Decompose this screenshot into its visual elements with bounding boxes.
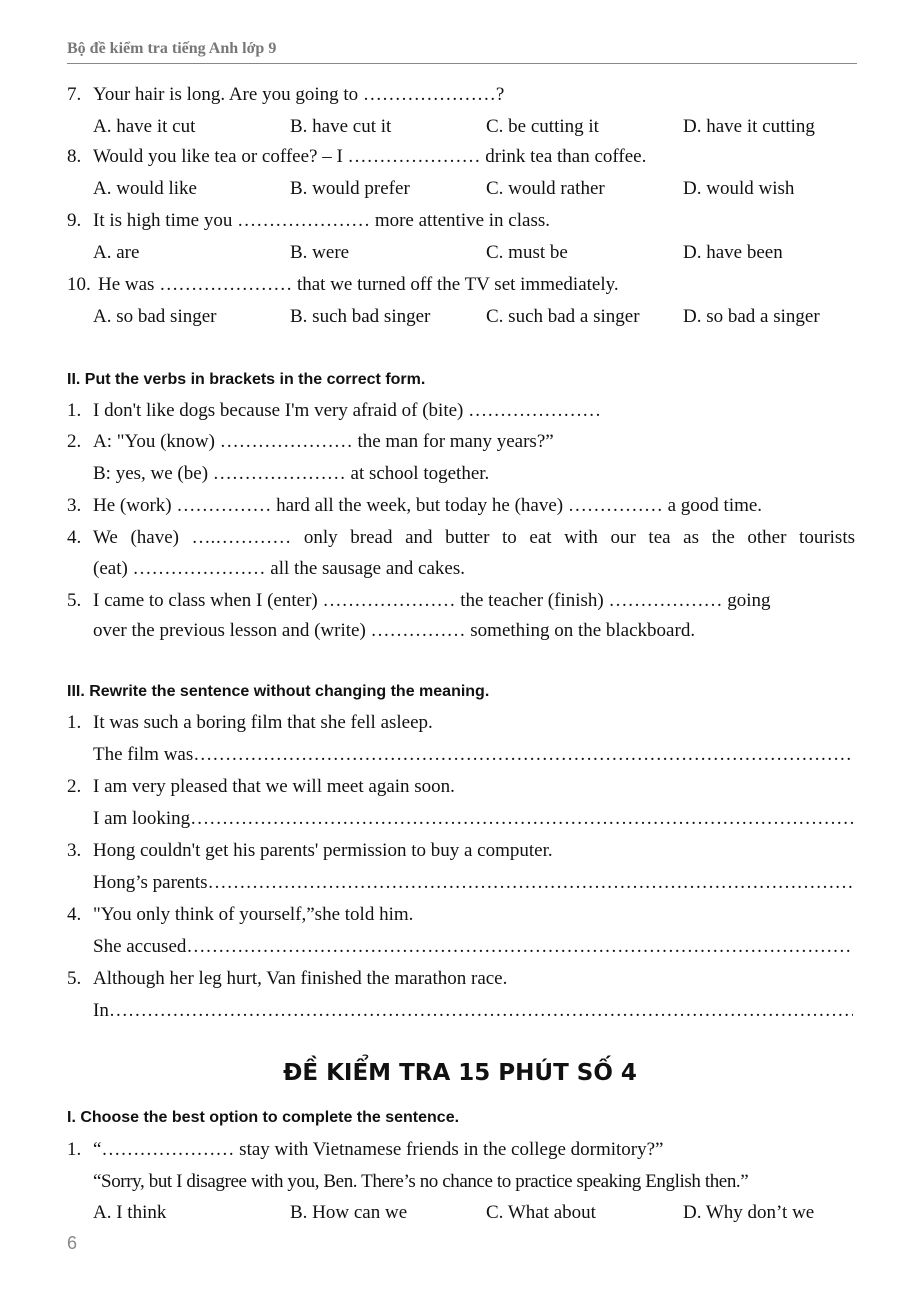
answer-line[interactable]: [93, 807, 853, 831]
section-heading: II. Put the verbs in brackets in the correct form.: [67, 371, 426, 388]
question-text: “………………… stay with Vietnamese friends in the college dormitory?”: [93, 1139, 664, 1160]
answer-prompt: She accused: [93, 936, 187, 957]
answer-option: B. such bad singer: [290, 306, 431, 327]
item-text: over the previous lesson and (write) …………… something on the blackboard.: [93, 620, 696, 641]
answer-option: A. so bad singer: [93, 306, 217, 327]
item-number: 2.: [67, 776, 82, 797]
dotted-blank: [208, 871, 853, 895]
answer-option: D. so bad a singer: [683, 306, 820, 327]
answer-prompt: The film was: [93, 744, 194, 765]
answer-option: C. would rather: [486, 178, 605, 199]
item-number: 2.: [67, 431, 82, 452]
test-title: ĐỀ KIỂM TRA 15 PHÚT SỐ 4: [283, 1060, 637, 1086]
answer-line[interactable]: [93, 743, 853, 767]
item-number: 1.: [67, 712, 82, 733]
question-number: 1.: [67, 1139, 82, 1160]
section-heading: III. Rewrite the sentence without changing the meaning.: [67, 683, 490, 700]
question-text: Your hair is long. Are you going to …………………?: [93, 84, 505, 105]
answer-option: B. would prefer: [290, 178, 410, 199]
item-text: I don't like dogs because I'm very afraid of (bite) …………………: [93, 400, 602, 421]
answer-option: A. I think: [93, 1202, 167, 1223]
item-number: 1.: [67, 400, 82, 421]
answer-option: C. What about: [486, 1202, 596, 1223]
answer-prompt: I am looking: [93, 808, 191, 829]
answer-option: A. would like: [93, 178, 197, 199]
answer-prompt: In: [93, 1000, 109, 1021]
page-number: 6: [67, 1233, 78, 1253]
answer-option: B. have cut it: [290, 116, 392, 137]
answer-option: A. are: [93, 242, 140, 263]
section-heading: I. Choose the best option to complete the sentence.: [67, 1109, 460, 1126]
item-text: "You only think of yourself,”she told him.: [93, 904, 414, 925]
answer-prompt: Hong’s parents: [93, 872, 208, 893]
answer-option: C. must be: [486, 242, 568, 263]
item-text: We (have) ….………… only bread and butter to eat with our tea as the other tourists: [93, 527, 855, 548]
dotted-blank: [109, 999, 853, 1023]
question-number: 9.: [67, 210, 82, 231]
answer-option: A. have it cut: [93, 116, 196, 137]
dotted-blank: [186, 935, 853, 959]
item-number: 5.: [67, 590, 82, 611]
item-number: 4.: [67, 904, 82, 925]
item-text: A: "You (know) ………………… the man for many years?”: [93, 431, 554, 452]
item-text: I came to class when I (enter) ………………… the teacher (finish) ……………… going: [93, 590, 771, 611]
item-number: 4.: [67, 527, 82, 548]
item-text: Although her leg hurt, Van finished the marathon race.: [93, 968, 508, 989]
answer-line[interactable]: [93, 999, 853, 1023]
question-text: “Sorry, but I disagree with you, Ben. There’s no chance to practice speaking English then.”: [93, 1171, 749, 1192]
answer-line[interactable]: [93, 871, 853, 895]
item-text: I am very pleased that we will meet again soon.: [93, 776, 455, 797]
answer-line[interactable]: [93, 935, 853, 959]
answer-option: D. have been: [683, 242, 783, 263]
answer-option: D. would wish: [683, 178, 795, 199]
question-number: 10.: [67, 274, 91, 295]
item-text: He (work) …………… hard all the week, but today he (have) …………… a good time.: [93, 495, 763, 516]
answer-option: C. be cutting it: [486, 116, 599, 137]
question-number: 7.: [67, 84, 82, 105]
header-divider: [67, 63, 857, 64]
item-text: B: yes, we (be) ………………… at school together.: [93, 463, 490, 484]
item-text: Hong couldn't get his parents' permission to buy a computer.: [93, 840, 553, 861]
question-text: He was ………………… that we turned off the TV set immediately.: [98, 274, 619, 295]
item-number: 3.: [67, 495, 82, 516]
question-text: It is high time you ………………… more attentive in class.: [93, 210, 550, 231]
answer-option: B. were: [290, 242, 350, 263]
answer-option: D. have it cutting: [683, 116, 815, 137]
item-number: 3.: [67, 840, 82, 861]
dotted-blank: [190, 807, 853, 831]
answer-option: B. How can we: [290, 1202, 408, 1223]
running-header: Bộ đề kiểm tra tiếng Anh lớp 9: [67, 40, 277, 57]
answer-option: C. such bad a singer: [486, 306, 640, 327]
item-text: (eat) ………………… all the sausage and cakes.: [93, 558, 465, 579]
item-number: 5.: [67, 968, 82, 989]
dotted-blank: [193, 743, 853, 767]
answer-option: D. Why don’t we: [683, 1202, 815, 1223]
question-text: Would you like tea or coffee? – I ………………… drink tea than coffee.: [93, 146, 647, 167]
item-text: It was such a boring film that she fell asleep.: [93, 712, 433, 733]
question-number: 8.: [67, 146, 82, 167]
